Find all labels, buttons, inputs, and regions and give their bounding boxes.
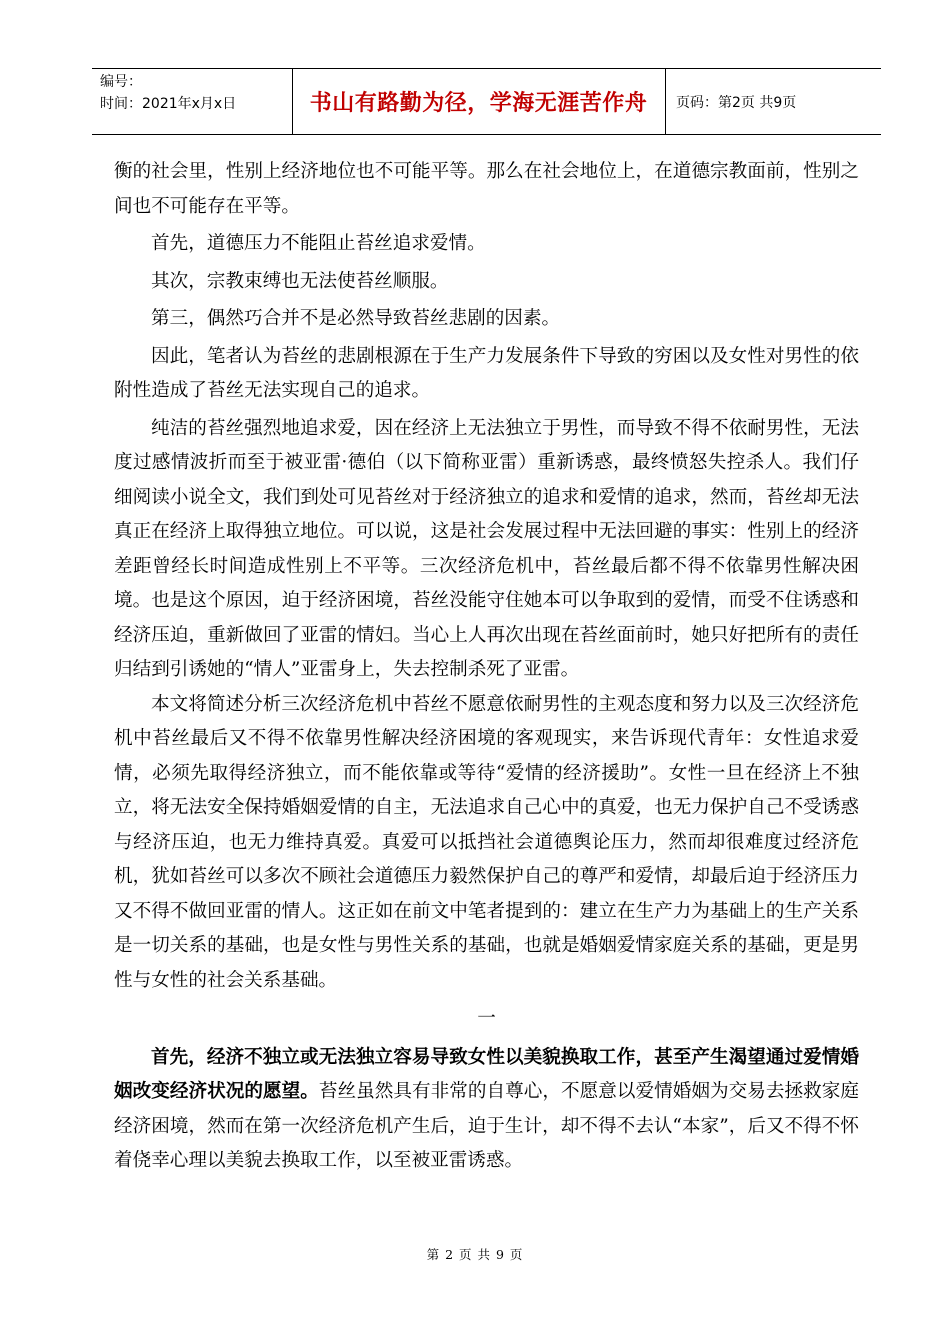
- header-divider: [665, 69, 666, 134]
- paragraph: 纯洁的苔丝强烈地追求爱，因在经济上无法独立于男性，而导致不得不依耐男性，无法度过感情波折而至于被亚雷·德伯（以下简称亚雷）重新诱惑，最终愤怒失控杀人。我们仔细阅读小说全文，我们到处可见苔丝对于经济独立的追求和爱情的追求，然而，苔丝却无法真正在经济上取得独立地位。可以说，这是社会发展过程中无法回避的事实：性别上的经济差距曾经长时间造成性别上不平等。三次经济危机中，苔丝最后都不得不依靠男性解决困境。也是这个原因，迫于经济困境，苔丝没能守住她本可以争取到的爱情，而受不住诱惑和经济压迫，重新做回了亚雷的情妇。当心上人再次出现在苔丝面前时，她只好把所有的责任归结到引诱她的“情人”亚雷身上，失去控制杀死了亚雷。: [114, 417, 859, 680]
- header-motto: 书山有路勤为径，学海无涯苦作舟: [309, 90, 648, 116]
- paragraph: 本文将简述分析三次经济危机中苔丝不愿意依耐男性的主观态度和努力以及三次经济危机中苔丝最后又不得不依靠男性解决经济困境的客观现实，来告诉现代青年：女性追求爱情，必须先取得经济独立，而不能依靠或等待“爱情的经济援助”。女性一旦在经济上不独立，将无法安全保持婚姻爱情的自主，无法追求自己心中的真爱，也无力保护自己不受诱惑与经济压迫，也无力维持真爱。真爱可以抵挡社会道德舆论压力，然而却很难度过经济危机，犹如苔丝可以多次不顾社会道德压力毅然保护自己的尊严和爱情，却最后迫于经济压力又不得不做回亚雷的情人。这正如在前文中笔者提到的：建立在生产力为基础上的生产关系是一切关系的基础，也是女性与男性关系的基础，也就是婚姻爱情家庭关系的基础，更是男性与女性的社会关系基础。: [114, 693, 859, 991]
- page-footer: 第 2 页 共 9 页: [426, 1247, 524, 1262]
- paragraph: 因此，笔者认为苔丝的悲剧根源在于生产力发展条件下导致的穷困以及女性对男性的依附性造成了苔丝无法实现自己的追求。: [114, 345, 859, 401]
- header-page-number: 页码：第2页 共9页: [676, 94, 797, 111]
- paragraph: 其次，宗教束缚也无法使苔丝顺服。: [151, 270, 449, 292]
- paragraph-bold-lead: 首先，经济不独立或无法独立容易导致女性以美貌换取工作，甚至产生渴望通过爱情婚姻改变经济状况的愿望。: [114, 1046, 859, 1102]
- document-number-label: 编号：: [100, 74, 142, 90]
- paragraph-text: 苔丝虽然具有非常的自尊心，不愿意以爱情婚姻为交易去拯救家庭经济困境，然而在第一次经济危机产生后，迫于生计，却不得不去认“本家”，后又不得不怀着侥幸心理以美貌去换取工作，以至被亚雷诱惑。: [114, 1081, 859, 1171]
- page-header: [92, 68, 881, 135]
- header-meta: [100, 71, 290, 115]
- paragraph: 第三，偶然巧合并不是必然导致苔丝悲剧的因素。: [151, 308, 561, 329]
- paragraph: 首先，道德压力不能阻止苔丝追求爱情。: [151, 233, 486, 254]
- section-heading: 一: [477, 1008, 496, 1029]
- paragraph: [114, 1041, 859, 1179]
- paragraph: 衡的社会里，性别上经济地位也不可能平等。那么在社会地位上，在道德宗教面前，性别之间也不可能存在平等。: [114, 161, 859, 217]
- document-body: [114, 155, 859, 1179]
- document-time-label: 时间：2021年x月x日: [100, 96, 237, 112]
